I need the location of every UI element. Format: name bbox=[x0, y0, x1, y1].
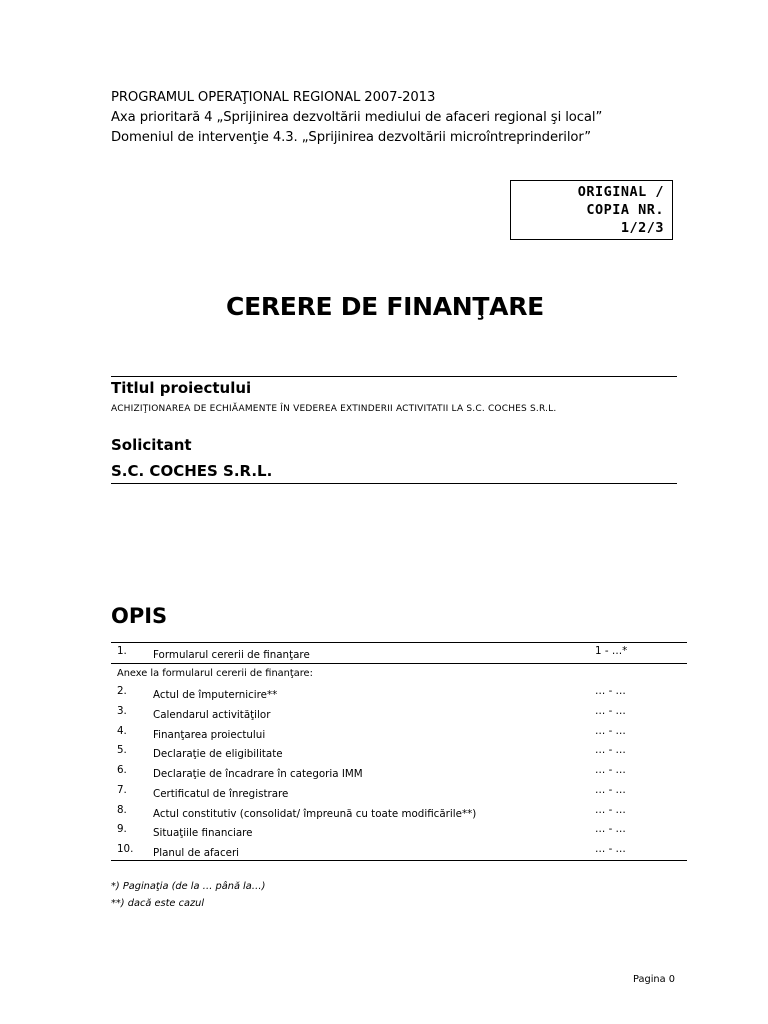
table-row bbox=[111, 704, 687, 723]
row-pages: … - … bbox=[595, 764, 626, 776]
table-row bbox=[111, 842, 687, 861]
priority-axis: Axa prioritară 4 „Sprijinirea dezvoltării mediului de afaceri regional şi local” bbox=[111, 110, 603, 125]
project-title-value: ACHIZIŢIONAREA DE ECHIĂAMENTE ÎN VEDEREA EXTINDERII ACTIVITATII LA S.C. COCHES S.R.L. bbox=[111, 404, 557, 414]
row-number: 6. bbox=[117, 764, 127, 776]
row-number: 4. bbox=[117, 725, 127, 737]
applicant-label: Solicitant bbox=[111, 436, 192, 454]
opis-title: OPIS bbox=[111, 604, 168, 628]
program-header bbox=[111, 88, 691, 148]
page-number: Pagina 0 bbox=[633, 974, 675, 985]
row-description: Actul constitutiv (consolidat/ împreună cu toate modificările**) bbox=[153, 808, 477, 820]
table-row bbox=[111, 763, 687, 782]
document-title: CERERE DE FINANŢARE bbox=[226, 292, 544, 321]
row-description: Certificatul de înregistrare bbox=[153, 788, 289, 800]
row-number: 3. bbox=[117, 705, 127, 717]
table-row bbox=[111, 724, 687, 743]
row-number: 9. bbox=[117, 823, 127, 835]
row-description: Formularul cererii de finanţare bbox=[153, 649, 310, 661]
copy-box-line-1: ORIGINAL / bbox=[577, 184, 664, 200]
annex-label: Anexe la formularul cererii de finanţare: bbox=[117, 668, 313, 679]
row-description: Planul de afaceri bbox=[153, 847, 240, 859]
table-row bbox=[111, 644, 687, 663]
row-description: Finanţarea proiectului bbox=[153, 729, 266, 741]
row-description: Declaraţie de încadrare în categoria IMM bbox=[153, 768, 363, 780]
table-rule bbox=[111, 860, 687, 861]
table-row bbox=[111, 822, 687, 841]
row-description: Declaraţie de eligibilitate bbox=[153, 748, 283, 760]
project-title-label: Titlul proiectului bbox=[111, 379, 252, 397]
copy-box-line-3: 1/2/3 bbox=[620, 220, 664, 236]
divider-line bbox=[111, 376, 677, 377]
row-pages: … - … bbox=[595, 685, 626, 697]
row-number: 8. bbox=[117, 804, 127, 816]
row-pages: … - … bbox=[595, 744, 626, 756]
row-pages: … - … bbox=[595, 784, 626, 796]
footnote-pagination: *) Paginaţia (de la … până la…) bbox=[111, 881, 266, 892]
row-description: Actul de împuternicire** bbox=[153, 689, 278, 701]
row-description: Situaţiile financiare bbox=[153, 827, 253, 839]
table-row bbox=[111, 684, 687, 703]
row-number: 5. bbox=[117, 744, 127, 756]
row-description: Calendarul activităţilor bbox=[153, 709, 271, 721]
row-pages: … - … bbox=[595, 804, 626, 816]
row-number: 1. bbox=[117, 645, 127, 657]
row-pages: … - … bbox=[595, 823, 626, 835]
copy-box-line-2: COPIA NR. bbox=[586, 202, 664, 218]
program-name: PROGRAMUL OPERAŢIONAL REGIONAL 2007-2013 bbox=[111, 90, 436, 105]
footnote-if-applicable: **) dacă este cazul bbox=[111, 898, 205, 909]
row-pages: … - … bbox=[595, 843, 626, 855]
applicant-value: S.C. COCHES S.R.L. bbox=[111, 462, 273, 480]
row-number: 7. bbox=[117, 784, 127, 796]
table-rule bbox=[111, 642, 687, 643]
row-number: 10. bbox=[117, 843, 134, 855]
table-row bbox=[111, 743, 687, 762]
footnotes bbox=[111, 878, 265, 912]
copy-number-box bbox=[510, 180, 673, 240]
table-row bbox=[111, 783, 687, 802]
row-number: 2. bbox=[117, 685, 127, 697]
row-pages: … - … bbox=[595, 705, 626, 717]
table-row bbox=[111, 803, 687, 822]
row-pages: 1 - …* bbox=[595, 645, 628, 657]
divider-line bbox=[111, 483, 677, 484]
row-pages: … - … bbox=[595, 725, 626, 737]
intervention-domain: Domeniul de intervenţie 4.3. „Sprijinirea dezvoltării microîntreprinderilor” bbox=[111, 130, 591, 145]
table-rule bbox=[111, 663, 687, 664]
